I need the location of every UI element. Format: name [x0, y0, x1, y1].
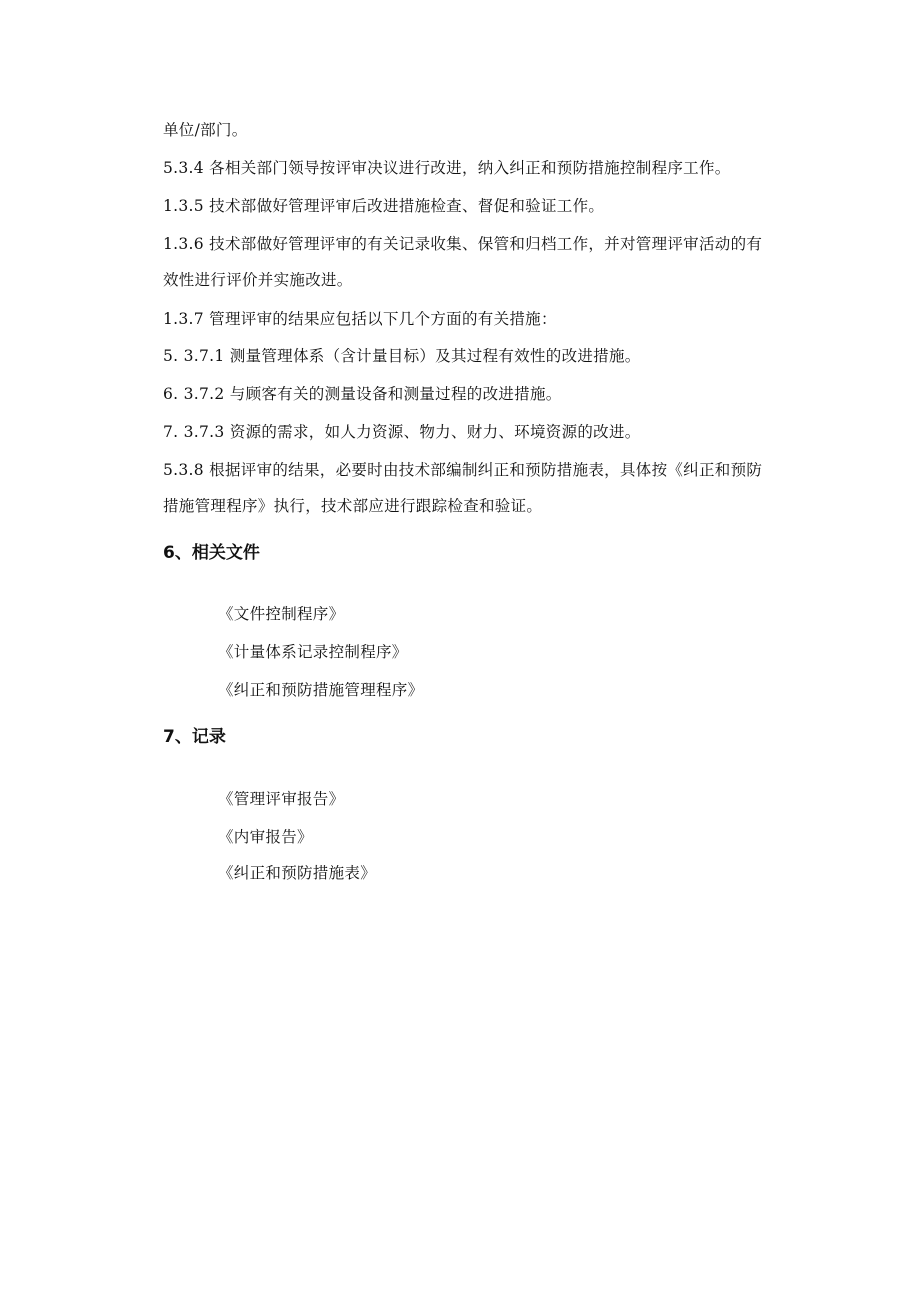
document-item: 《纠正和预防措施管理程序》 [218, 681, 424, 699]
paragraph-line: 5. 3.7.1 测量管理体系（含计量目标）及其过程有效性的改进措施。 [163, 347, 641, 365]
paragraph-line: 1.3.6 技术部做好管理评审的有关记录收集、保管和归档工作，并对管理评审活动的有 [163, 235, 763, 253]
paragraph-line: 效性进行评价并实施改进。 [163, 271, 353, 289]
paragraph-line: 5.3.4 各相关部门领导按评审决议进行改进，纳入纠正和预防措施控制程序工作。 [163, 159, 731, 177]
record-item: 《管理评审报告》 [218, 790, 345, 808]
paragraph-line: 1.3.7 管理评审的结果应包括以下几个方面的有关措施： [163, 310, 557, 328]
paragraph-line: 7. 3.7.3 资源的需求，如人力资源、物力、财力、环境资源的改进。 [163, 423, 641, 441]
paragraph-line: 措施管理程序》执行，技术部应进行跟踪检查和验证。 [163, 497, 543, 515]
section-heading-related-documents: 6、相关文件 [163, 543, 260, 563]
paragraph-line: 1.3.5 技术部做好管理评审后改进措施检查、督促和验证工作。 [163, 197, 605, 215]
document-item: 《计量体系记录控制程序》 [218, 643, 408, 661]
record-item: 《纠正和预防措施表》 [218, 864, 377, 882]
record-item: 《内审报告》 [218, 828, 313, 846]
paragraph-line: 5.3.8 根据评审的结果，必要时由技术部编制纠正和预防措施表，具体按《纠正和预防 [163, 461, 763, 479]
section-heading-records: 7、记录 [163, 727, 226, 747]
document-item: 《文件控制程序》 [218, 605, 345, 623]
paragraph-line: 单位/部门。 [163, 121, 248, 139]
paragraph-line: 6. 3.7.2 与顾客有关的测量设备和测量过程的改进措施。 [163, 385, 562, 403]
